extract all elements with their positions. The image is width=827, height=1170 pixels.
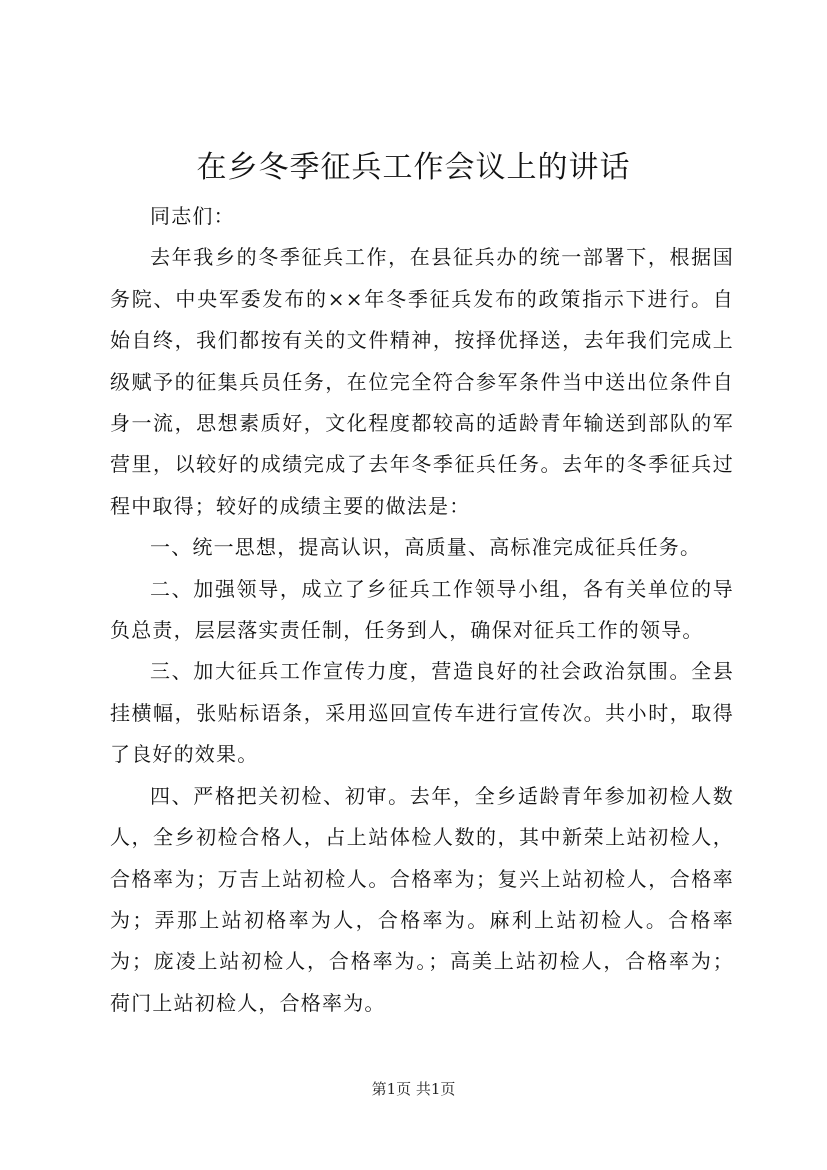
paragraph-point-3: 三、加大征兵工作宣传力度，营造良好的社会政治氛围。全县挂横幅，张贴标语条，采用巡回宣传车进行宣传次。共小时，取得了良好的效果。 bbox=[110, 659, 734, 767]
paragraph-point-1: 一、统一思想，提高认识，高质量、高标准完成征兵任务。 bbox=[150, 535, 702, 560]
document-body bbox=[110, 196, 734, 1024]
page-number-footer: 第1页 共1页 bbox=[371, 1080, 456, 1098]
salutation: 同志们： bbox=[150, 204, 235, 228]
paragraph-point-4: 四、严格把关初检、初审。去年，全乡适龄青年参加初检人数人，全乡初检合格人，占上站体检人数的，其中新荣上站初检人，合格率为；万吉上站初检人。合格率为；复兴上站初检人，合格率为；弄那上站初格率为人，合格率为。麻利上站初检人。合格率为；庞凌上站初检人，合格率为。；高美上站初检人，合格率为；荷门上站初检人，合格率为。 bbox=[110, 783, 734, 1015]
paragraph-intro: 去年我乡的冬季征兵工作，在县征兵办的统一部署下，根据国务院、中央军委发布的××年冬季征兵发布的政策指示下进行。自始自终，我们都按有关的文件精神，按择优择送，去年我们完成上级赋予的征集兵员任务，在位完全符合参军条件当中送出位条件自身一流，思想素质好，文化程度都较高的适龄青年输送到部队的军营里，以较好的成绩完成了去年冬季征兵任务。去年的冬季征兵过程中取得；较好的成绩主要的做法是： bbox=[110, 245, 734, 518]
document-title: 在乡冬季征兵工作会议上的讲话 bbox=[196, 150, 631, 185]
paragraph-point-2: 二、加强领导，成立了乡征兵工作领导小组，各有关单位的导负总责，层层落实责任制，任务到人，确保对征兵工作的领导。 bbox=[110, 576, 734, 643]
